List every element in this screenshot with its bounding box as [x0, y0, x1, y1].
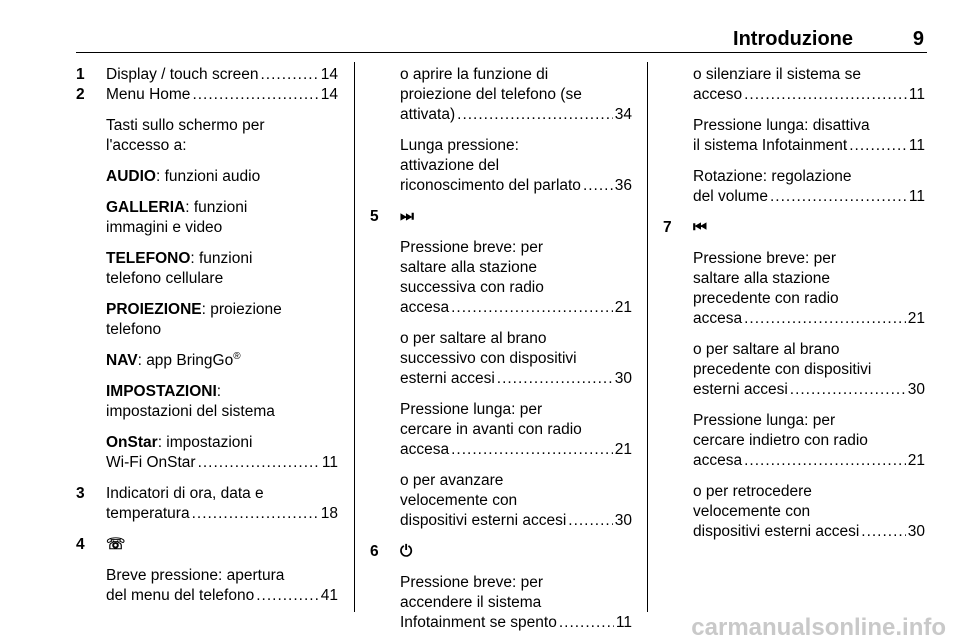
previous-track-icon: ⏮: [693, 219, 707, 236]
toc-line[interactable]: Display / touch screen ..... 14: [106, 65, 338, 85]
entry-number: 1: [76, 66, 85, 83]
page-ref: 36: [614, 177, 632, 194]
page-ref: 11: [321, 454, 338, 471]
settings-item: IMPOSTAZIONI: impostazioni del sistema: [106, 383, 275, 420]
gallery-item: GALLERIA: funzioni immagini e video: [106, 199, 248, 236]
toc-line[interactable]: riconoscimento del parlato ..... 36: [400, 176, 632, 196]
paragraph: Pressione lunga: per cercare indietro con radio accesa ..... 21: [693, 411, 925, 471]
page-ref: 11: [908, 137, 925, 154]
toc-line[interactable]: acceso ..... 11: [693, 85, 925, 105]
page-ref: 21: [907, 452, 925, 469]
next-track-icon: ⏭: [400, 208, 414, 225]
paragraph: Pressione breve: per saltare alla stazione successiva con radio accesa ..... 21: [400, 238, 632, 318]
power-icon: ⏻: [400, 543, 413, 560]
entry-number: 7: [663, 219, 672, 236]
entry-number: 3: [76, 485, 85, 502]
page-ref: 21: [614, 299, 632, 316]
paragraph: o per saltare al brano precedente con dispositivi esterni accesi ..... 30: [693, 340, 925, 400]
page-ref: 30: [614, 370, 632, 387]
toc-line[interactable]: temperatura ..... 18: [106, 504, 338, 524]
entry-4: [76, 535, 338, 606]
watermark: carmanualsonline.info: [691, 614, 946, 641]
entry-6: [370, 542, 632, 633]
toc-line[interactable]: accesa ..... 21: [693, 309, 925, 329]
page-ref: 14: [320, 86, 338, 103]
entry-2: [76, 85, 338, 473]
page-ref: 11: [908, 86, 925, 103]
column-3: [663, 65, 925, 553]
column-2: [370, 65, 632, 644]
paragraph: Pressione breve: per accendere il sistema Infotainment se spento ..... 11: [400, 573, 632, 633]
paragraph: Rotazione: regolazione del volume ..... 11: [693, 167, 925, 207]
entry-7: [663, 218, 925, 542]
toc-line[interactable]: Menu Home ..... 14: [106, 85, 338, 105]
toc-line[interactable]: esterni accesi ..... 30: [693, 380, 925, 400]
toc-line[interactable]: il sistema Infotainment ..... 11: [693, 136, 925, 156]
entry-icon-row: [400, 207, 632, 227]
toc-line[interactable]: accesa ..... 21: [400, 298, 632, 318]
column-divider-1: [354, 62, 355, 612]
page-ref: 11: [615, 614, 632, 631]
paragraph: o silenziare il sistema se acceso ..... 11: [693, 65, 925, 105]
toc-line[interactable]: dispositivi esterni accesi ..... 30: [693, 522, 925, 542]
page-ref: 30: [907, 523, 925, 540]
nav-item: NAV: app BringGo®: [106, 350, 241, 369]
page-ref: 11: [908, 188, 925, 205]
page-ref: 14: [320, 66, 338, 83]
page-ref: 21: [907, 310, 925, 327]
paragraph: o per retrocedere velocemente con dispositivi esterni accesi ..... 30: [693, 482, 925, 542]
paragraph: Pressione lunga: disattiva il sistema Infotainment ..... 11: [693, 116, 925, 156]
onstar-item: OnStar: impostazioni Wi-Fi OnStar ..... 11: [106, 433, 338, 473]
paragraph: Pressione breve: per saltare alla stazione precedente con radio accesa ..... 21: [693, 249, 925, 329]
page-ref: 34: [614, 106, 632, 123]
toc-line[interactable]: del volume ..... 11: [693, 187, 925, 207]
paragraph: Indicatori di ora, data e temperatura ..... 18: [106, 484, 338, 524]
toc-line[interactable]: Wi-Fi OnStar ..... 11: [106, 453, 338, 473]
paragraph: Tasti sullo schermo per l'accesso a:: [106, 117, 265, 154]
toc-line[interactable]: esterni accesi ..... 30: [400, 369, 632, 389]
page-ref: 41: [320, 587, 338, 604]
page-ref: 30: [907, 381, 925, 398]
toc-line[interactable]: attivata) ..... 34: [400, 105, 632, 125]
column-1: [76, 65, 338, 617]
toc-line[interactable]: dispositivi esterni accesi ..... 30: [400, 511, 632, 531]
paragraph: o per avanzare velocemente con dispositivi esterni accesi ..... 30: [400, 471, 632, 531]
entry-number: 4: [76, 536, 85, 553]
entry-3: [76, 484, 338, 524]
audio-item: AUDIO: funzioni audio: [106, 168, 261, 185]
paragraph: Pressione lunga: per cercare in avanti con radio accesa ..... 21: [400, 400, 632, 460]
page-title: Introduzione: [733, 28, 853, 50]
entry-icon-row: [693, 218, 925, 238]
toc-line[interactable]: Infotainment se spento ..... 11: [400, 613, 632, 633]
paragraph: Lunga pressione: attivazione del riconoscimento del parlato ..... 36: [400, 136, 632, 196]
page-ref: 30: [614, 512, 632, 529]
entry-number: 5: [370, 208, 379, 225]
toc-line[interactable]: accesa ..... 21: [400, 440, 632, 460]
column-divider-2: [647, 62, 648, 612]
page-header: [76, 0, 927, 53]
phone-item: TELEFONO: funzioni telefono cellulare: [106, 250, 253, 287]
entry-1: [76, 65, 338, 85]
entry-4-continued: [370, 65, 632, 196]
phone-icon: ☏: [106, 536, 126, 553]
entry-6-continued: [663, 65, 925, 207]
entry-number: 2: [76, 86, 85, 103]
page-ref: 18: [320, 505, 338, 522]
toc-line[interactable]: accesa ..... 21: [693, 451, 925, 471]
page-number: 9: [912, 28, 924, 50]
paragraph: o per saltare al brano successivo con dispositivi esterni accesi ..... 30: [400, 329, 632, 389]
projection-item: PROIEZIONE: proiezione telefono: [106, 301, 282, 338]
paragraph: Breve pressione: apertura del menu del telefono ..... 41: [106, 566, 338, 606]
paragraph: o aprire la funzione di proiezione del telefono (se attivata) ..... 34: [400, 65, 632, 125]
entry-icon-row: [106, 535, 338, 555]
page-ref: 21: [614, 441, 632, 458]
entry-icon-row: [400, 542, 632, 562]
entry-number: 6: [370, 543, 379, 560]
entry-5: [370, 207, 632, 531]
toc-line[interactable]: del menu del telefono ..... 41: [106, 586, 338, 606]
